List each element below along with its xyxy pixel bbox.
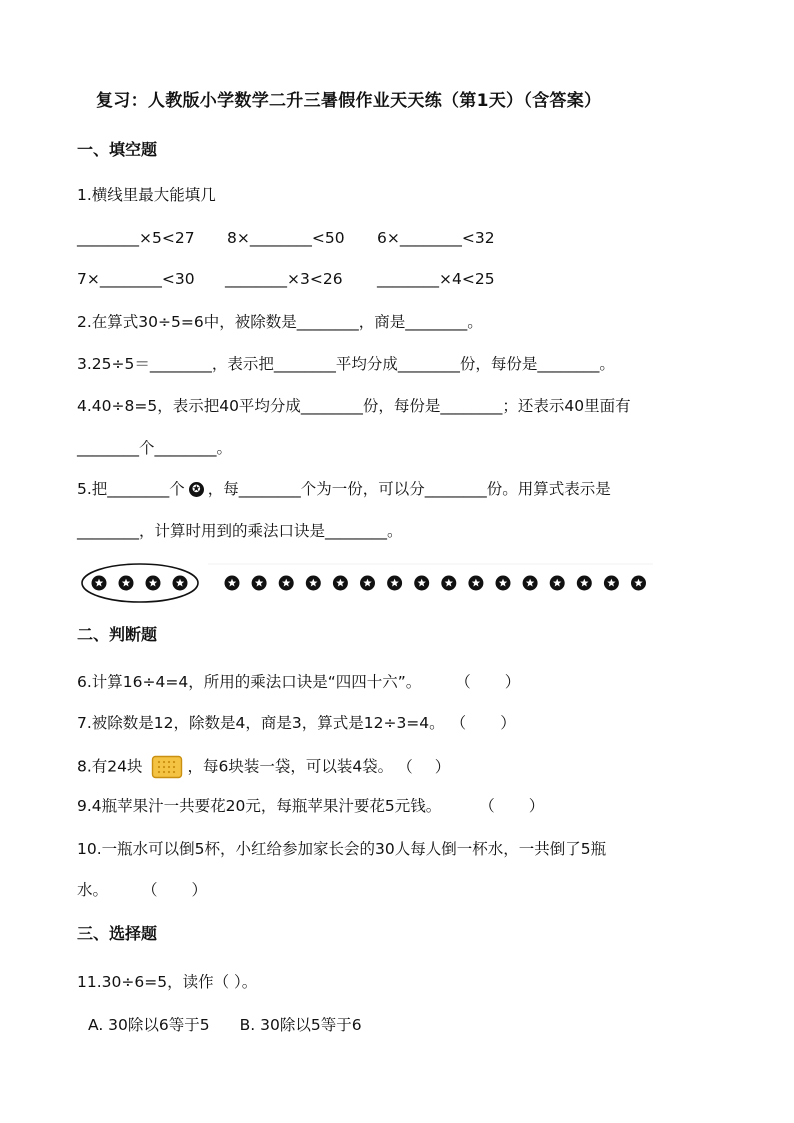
question-9 xyxy=(77,795,544,817)
star-icon xyxy=(631,576,646,591)
question-7-text: 7.被除数是12，除数是4，商是3，算式是12÷3=4。 xyxy=(77,714,445,732)
star-icon xyxy=(414,576,429,591)
star-icon xyxy=(92,576,107,591)
question-5-line-1 xyxy=(77,478,611,500)
star-icon xyxy=(550,576,565,591)
star-icon xyxy=(333,576,348,591)
star-icon xyxy=(119,576,134,591)
question-2: 2.在算式30÷5=6中，被除数是________，商是________。 xyxy=(77,313,483,331)
page-title: 复习：人教版小学数学二升三暑假作业天天练（第1天）（含答案） xyxy=(96,91,602,111)
star-icon xyxy=(252,576,267,591)
question-8 xyxy=(77,755,450,779)
question-8-part-a: 8.有24块 xyxy=(77,757,143,776)
star-icon xyxy=(577,576,592,591)
question-10-line-2 xyxy=(77,879,207,901)
section-heading-true-false: 二、判断题 xyxy=(77,625,158,644)
answer-parentheses: （ ） xyxy=(397,757,451,776)
star-icon xyxy=(146,576,161,591)
question-8-part-b: ，每6块装一袋，可以装4袋。 xyxy=(187,757,394,776)
star-icon xyxy=(468,576,483,591)
star-icon xyxy=(360,576,375,591)
option-a[interactable]: A. 30除以6等于5 xyxy=(88,1016,210,1034)
blank-expression: 6×________<32 xyxy=(377,229,495,247)
question-1-stem: 1.横线里最大能填几 xyxy=(77,186,216,204)
section-heading-multiple-choice: 三、选择题 xyxy=(77,924,158,943)
star-icon xyxy=(441,576,456,591)
blank-expression: 8×________<50 xyxy=(227,229,345,247)
question-4-line-1: 4.40÷8=5，表示把40平均分成________份，每份是________；还表示40里面有 xyxy=(77,397,631,415)
question-10-line-1: 10.一瓶水可以倒5杯，小红给参加家长会的30人每人倒一杯水，一共倒了5瓶 xyxy=(77,840,607,858)
blank-expression: ________×5<27 xyxy=(77,229,195,247)
answer-parentheses: （ ） xyxy=(479,797,545,815)
question-5-line-2: ________，计算时用到的乘法口诀是________。 xyxy=(77,522,403,540)
option-b[interactable]: B. 30除以5等于6 xyxy=(239,1016,362,1034)
section-heading-fill-in: 一、填空题 xyxy=(77,140,158,159)
question-1-row-2 xyxy=(77,268,495,290)
question-5-part-a: 5.把________个 xyxy=(77,480,185,498)
blank-expression: 7×________<30 xyxy=(77,270,195,288)
answer-parentheses: （ ） xyxy=(142,881,208,899)
answer-parentheses: （ ） xyxy=(455,673,521,691)
star-icon xyxy=(387,576,402,591)
star-group-illustration xyxy=(78,560,658,606)
star-icon xyxy=(279,576,294,591)
star-icon xyxy=(496,576,511,591)
question-7 xyxy=(77,712,516,734)
star-icon: ✪ xyxy=(189,482,204,497)
star-icon xyxy=(604,576,619,591)
cracker-icon xyxy=(151,755,183,779)
question-9-text: 9.4瓶苹果汁一共要花20元，每瓶苹果汁要花5元钱。 xyxy=(77,797,442,815)
star-icon xyxy=(225,576,240,591)
question-3: 3.25÷5＝________，表示把________平均分成________份，每份是________。 xyxy=(77,355,615,373)
star-icon xyxy=(306,576,321,591)
blank-expression: ________×3<26 xyxy=(225,270,343,288)
answer-parentheses: （ ） xyxy=(450,714,516,732)
question-10-line-2-text: 水。 xyxy=(77,881,109,899)
question-6 xyxy=(77,671,520,693)
blank-expression: ________×4<25 xyxy=(377,270,495,288)
question-6-text: 6.计算16÷4=4，所用的乘法口诀是“四四十六”。 xyxy=(77,673,422,691)
question-11-stem: 11.30÷6=5，读作（ ）。 xyxy=(77,973,258,991)
question-4-line-2: ________个________。 xyxy=(77,439,233,457)
star-icon xyxy=(523,576,538,591)
question-5-part-b: ，每________个为一份，可以分________份。用算式表示是 xyxy=(207,480,611,498)
question-11-options xyxy=(88,1014,392,1036)
question-1-row-1 xyxy=(77,227,495,249)
star-icon xyxy=(173,576,188,591)
